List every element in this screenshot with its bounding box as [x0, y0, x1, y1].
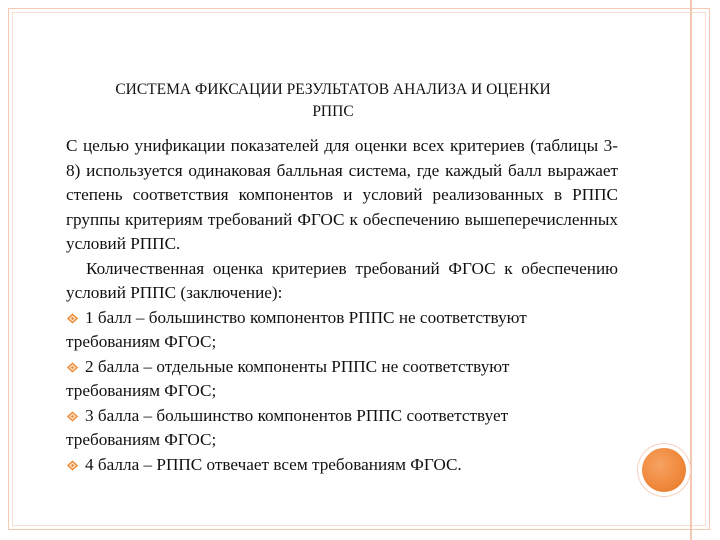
decorative-vertical-rule — [690, 0, 692, 540]
conclusion-line: к обеспечению условий РППС (заключение): — [66, 258, 619, 302]
slide-title-line1: СИСТЕМА ФИКСАЦИИ РЕЗУЛЬТАТОВ АНАЛИЗА И ОЦЕНКИ — [115, 81, 551, 98]
list-item-text: 4 балла – РППС отвечает всем требованиям ФГОС. — [85, 454, 462, 474]
list-item-text: требованиям ФГОС; — [66, 430, 217, 449]
decorative-orange-circle — [642, 448, 686, 492]
slide-body — [66, 134, 618, 477]
list-item-text: 1 балл – большинство компонентов РППС не соответствуют — [85, 307, 527, 327]
intro-line: требований ФГОС к обеспечению вышеперечисленных — [207, 209, 619, 229]
intro-line: (таблицы 3-8) используется одинаковая балльная система, — [66, 136, 618, 180]
list-item — [66, 306, 618, 355]
list-item-text: 2 балла – отдельные компоненты РППС не соответствуют — [85, 356, 510, 376]
list-item-text: 3 балла – большинство компонентов РППС соответствует — [85, 405, 509, 425]
diamond-bullet-icon — [66, 460, 79, 471]
intro-line: условий РППС. — [66, 234, 181, 253]
intro-line: где каждый балл выражает степень соответствия компонентов — [66, 160, 619, 204]
list-item — [66, 453, 618, 478]
diamond-bullet-icon — [66, 411, 79, 422]
slide-title-line2: РППС — [312, 103, 354, 120]
slide-title — [50, 79, 616, 123]
list-item-text: требованиям ФГОС; — [66, 381, 217, 400]
list-item-text: требованиям ФГОС; — [66, 332, 217, 351]
diamond-bullet-icon — [66, 362, 79, 373]
conclusion-line: Количественная оценка критериев требований ФГОС — [86, 258, 496, 278]
intro-line: С целью унификации показателей для оценки всех критериев — [66, 136, 525, 155]
list-item — [66, 355, 618, 404]
diamond-bullet-icon — [66, 313, 79, 324]
list-item — [66, 404, 618, 453]
intro-paragraph — [66, 134, 618, 257]
intro-line: и условий реализованных в РППС группы критериям — [66, 185, 619, 229]
conclusion-paragraph — [66, 257, 618, 306]
